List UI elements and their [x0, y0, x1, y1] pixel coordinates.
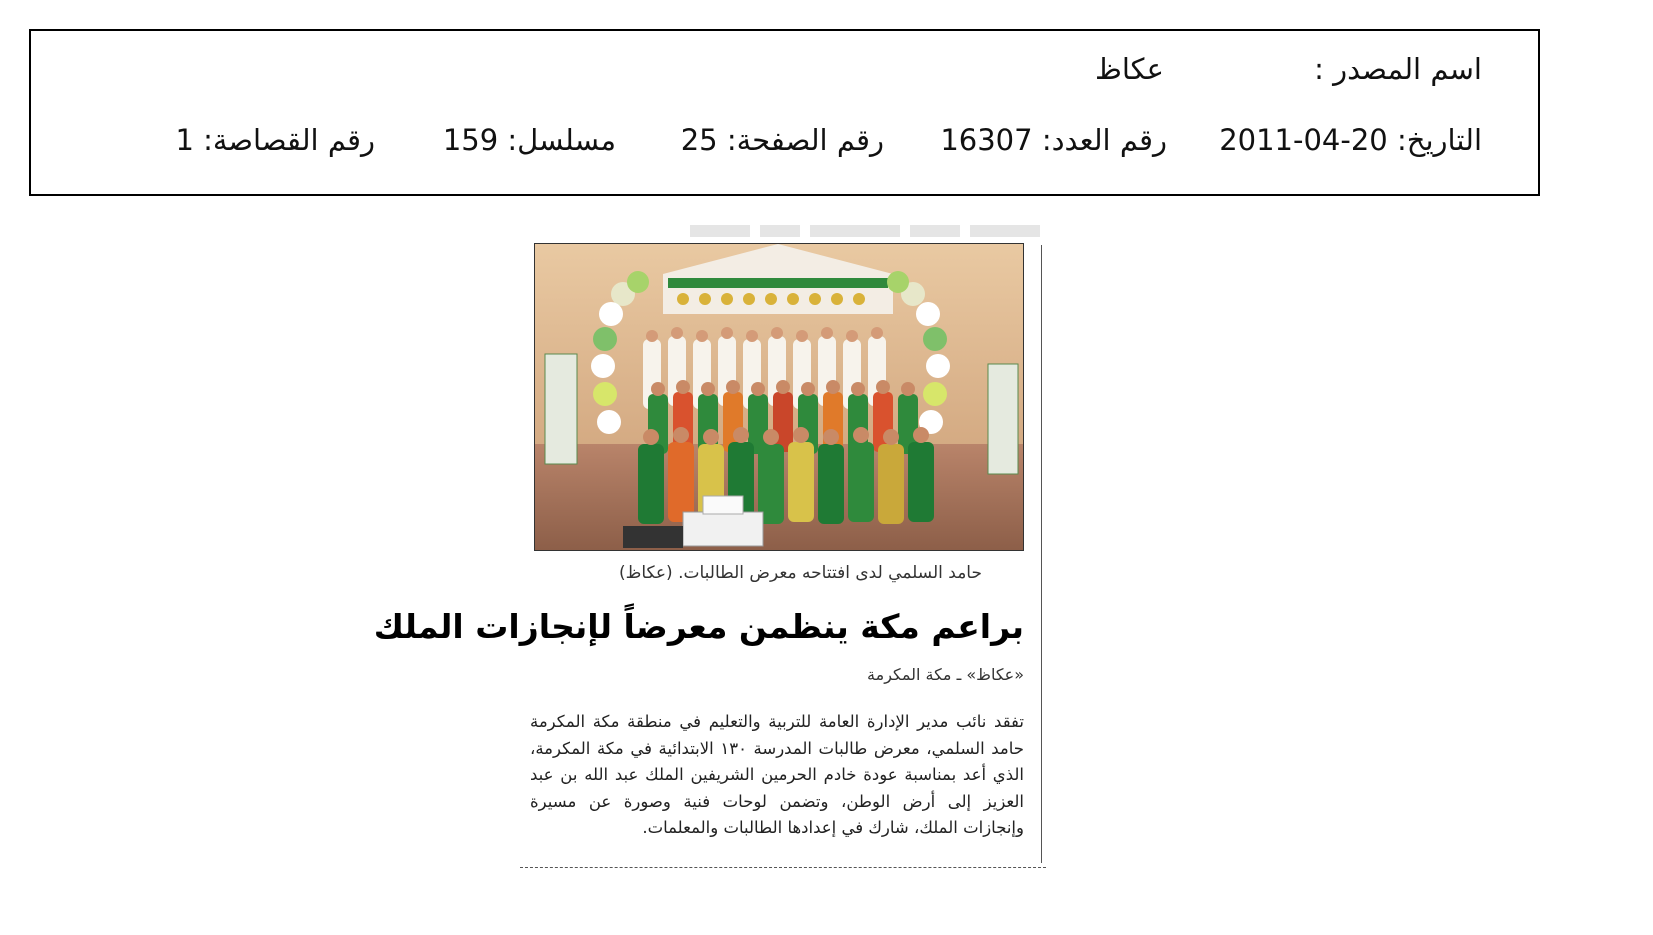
newspaper-clipping: [373, 235, 1050, 875]
article-headline: براعم مكة ينظمن معرضاً لإنجازات الملك: [373, 607, 1024, 646]
metadata-box: [29, 29, 1540, 196]
column-rule: [1041, 245, 1042, 863]
issue-field: [940, 123, 1167, 157]
watermark-graphic: [690, 221, 1040, 241]
article-body: تفقد نائب مدير الإدارة العامة للتربية والتعليم في منطقة مكة المكرمة حامد السلمي، معرض طالبات المدرسة ١٣٠ الابتدائية في مكة المكرمة، الذي أعد بمناسبة عودة خادم الحرمين الشريفين الملك عبد الله بن عبد العزيز إلى أرض الوطن، وتضمن لوحات فنية وصورة عن مسيرة وإنجازات الملك، شارك في إعدادها الطالبات والمعلمات.: [530, 712, 1024, 837]
page-label: رقم الصفحة:: [726, 123, 884, 157]
clip-field: [175, 123, 375, 157]
source-value: عكاظ: [1095, 52, 1164, 86]
clip-label: رقم القصاصة:: [203, 123, 375, 157]
page-field: [680, 123, 884, 157]
source-label: اسم المصدر :: [1314, 52, 1482, 86]
issue-label: رقم العدد:: [1041, 123, 1167, 157]
serial-label: مسلسل:: [507, 123, 616, 157]
clipping-bottom-border: [520, 867, 1046, 868]
article-dateline: «عكاظ» ـ مكة المكرمة: [867, 665, 1024, 684]
date-label: التاريخ:: [1396, 123, 1482, 157]
article-photo: [534, 243, 1024, 551]
serial-value: 159: [442, 123, 499, 157]
page-value: 25: [680, 123, 718, 157]
photo-caption: حامد السلمي لدى افتتاحه معرض الطالبات. (عكاظ): [618, 563, 982, 583]
date-value: 2011-04-20: [1219, 123, 1388, 157]
issue-value: 16307: [940, 123, 1033, 157]
clip-value: 1: [175, 123, 194, 157]
photo-illustration: [534, 244, 1023, 551]
serial-field: [442, 123, 616, 157]
date-field: [1219, 123, 1482, 157]
